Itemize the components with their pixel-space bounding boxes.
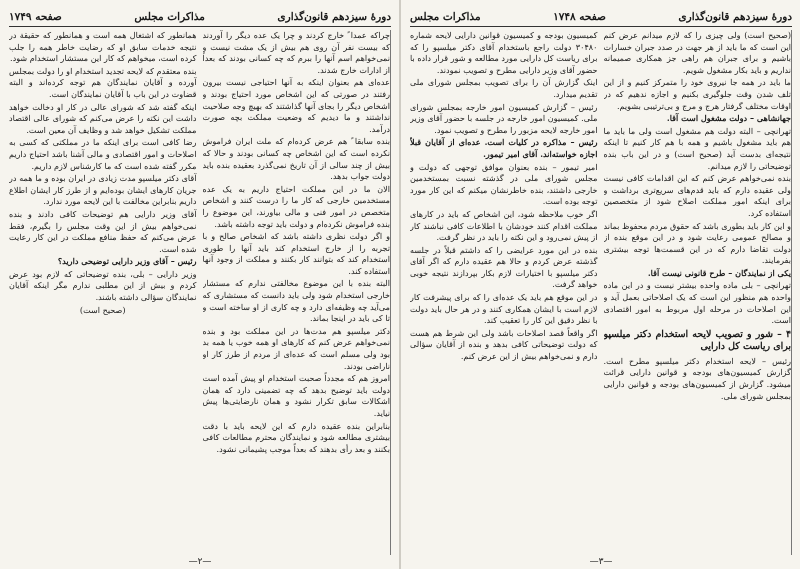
paragraph: اینک گزارش آن را برای تصویب بمجلس شورای ملی تقدیم میدارد. [410,77,598,99]
left-header-volume: دورهٔ سیزدهم قانون‌گذاری [277,11,391,23]
left-header-title: مذاکرات مجلس [134,11,205,23]
paragraph: امروز هم که مجدداً صحبت استخدام او پیش آمده است دولت باید توضیح بدهد که چه تضمینی دارد که همان اشکالات سابق تکرار نشود و همان نارضایتی‌ها پیش نیاید. [202,373,390,418]
right-page [404,0,798,569]
right-page-header [410,8,792,27]
speaker-line: رئیس – آقای وزیر دارایی توضیحی دارید؟ [57,256,197,267]
paragraph: رئیس – لایحه استخدام دکتر میلسپو مطرح است. گزارش کمیسیون‌های بودجه و قوانین دارایی قرائت میشود. گزارش از کمیسیون‌های بودجه و قوانین دارایی بمجلس شورای ملی. [603,355,791,401]
paragraph: آقای دکتر میلسپو مدت زیادی در ایران بوده و ما همه در جریان کارهای ایشان بوده‌ایم و از طرز کار ایشان اطلاع داریم بنابراین مخالفت با این لایحه مورد ندارد. [9,173,197,207]
paragraph: اینکه گفته شد که شورای عالی در کار او دخالت خواهد داشت این نکته را عرض می‌کنم که شورای عالی اقتصاد مملکت تشکیل خواهد شد و وظایف آن معین است. [9,101,197,135]
paragraph: و این کار باید بطوری باشد که حقوق مردم محفوظ بماند و مصالح عمومی رعایت شود و در این موقع بنده از دولت تقاضا دارم که در این قسمت‌ها توجه بیشتری بفرمایند. [603,220,791,266]
paragraph: بنابراین بنده عقیده دارم که این لایحه باید با دقت بیشتری مطالعه شود و نمایندگان محترم مطالعات کافی بکنند و بعد رأی بدهند که بعداً موجب پشیمانی نشود. [202,420,390,454]
paragraph: همانطور که اشتغال همه است و همانطور که حقیقة در نتیجه خدمات سابق او که رضایت خاطر همه را جلب کرده است، میخواهم که کار این مستشار استخدام شود. [9,30,197,64]
left-page-col-right [203,30,392,555]
paragraph: البته بنده با این موضوع مخالفتی ندارم که مستشار خارجی استخدام شود ولی باید دانست که مستشاری که می‌آید چه وظیفه‌ای دارد و چه کاری از او ساخته است و تا کی باید در اینجا بماند. [202,278,390,324]
paragraph: دکتر میلسپو هم مدت‌ها در این مملکت بود و بنده نمی‌خواهم عرض کنم که کارهای او همه خوب یا همه بد بود ولی مسلم است که عده‌ای از مردم از طرز کار او ناراضی بودند. [202,325,390,371]
right-page-col-right [604,30,793,555]
paragraph: تهرانچی – البته دولت هم مشغول است ولی ما باید ما هم باید مشغول باشیم و همه با هم کار کنیم تا اینکه نتیجه‌ای بدست آید (صحیح است) و در این باب بنده توضیحاتی را لازم میدانم. [603,125,791,171]
paragraph: اگر خوب ملاحظه شود، این اشخاص که باید در کارهای مملکت اقدام کنند خودشان با اطلاعات کافی نباشند کار از پیش نمی‌رود و این نکته را باید در نظر گرفت. [410,208,598,243]
speaker-line: رئیس – مذاکره در کلیات است. عده‌ای از آقایان قبلاً اجازه خواسته‌اند. آقای امیر تیمور. [410,137,598,159]
paragraph: تهرانچی – بلی ماده واحده بیشتر نیست و در این ماده واحده هم منظور این است که یک اصلاحاتی بعمل آید و این اصلاحات در مرحله اول مربوط به امور اقتصادی است. [603,280,791,326]
paragraph: بنده سابقا ً هم عرض کرده‌ام که ملت ایران فراموش نکرده است که این اشخاص چه کسانی بودند و حالا که بیش از چند سالی از آن تاریخ نمی‌گذرد بعقیده بنده باید دولت جواب بدهد. [202,136,390,182]
left-page-header [9,8,391,27]
paragraph: الان ما در این مملکت احتیاج داریم به یک عده مستخدمین خارجی که کار ما را درست کنند و اشخاص متخصص در امور فنی و مالی بیاورند، این موضوع را بنده فراموش نکرده‌ام و دولت باید توجه داشته باشد. [202,183,390,229]
paragraph: و اگر دولت نظری داشته باشد که اشخاص صالح و با تجربه را از خارج استخدام کند باید آنها را طوری استخدام کند که بتوانند کار بکنند و مملکت از وجود آنها استفاده کند. [202,231,390,276]
paragraph: در این موقع هم باید یک عده‌ای را که برای پیشرفت کار لازم است با ایشان همکاری کنند و در هر حال باید دولت با نظر دقیق این کار را تعقیب کند. [410,292,598,326]
book-gutter [399,0,401,569]
paragraph: اگر واقعاً قصد اصلاحات باشد ولی این شرط هم هست که دولت توضیحاتی کافی بدهد و بنده از آقایان سؤالی دارم و نمی‌خواهم بیش از این عرض کنم. [410,327,598,362]
right-header-page: صفحه ۱۷۴۸ [553,11,606,23]
paragraph: چراکه عمدا ً خارج کردند و چرا یک عده دیگر را آوردند که بیست نفر آن روی هم بیش از یک مشت نیست و نمی‌خواهم اسم آنها را ببرم که چه کسانی بودند که بعداً از ادارات خارج شدند. [202,30,390,75]
paragraph: رضا کافی است برای اینکه ما در مملکتی که کسی به اصلاحات و امور اقتصادی و مالی آشنا باشد احتیاج داریم مکرر گفته شده است که ما کارشناس لازم داریم. [9,137,197,171]
paragraph: عده‌ای هم بعنوان اینکه به آنها احتیاجی نیست بیرون رفتند در صورتی که این اشخاص مورد احتیاج بودند و اشخاص دیگر را بجای آنها گذاشتند که بهیچ وجه صلاحیت نداشتند و ما دیدیم که وضعیت مملکت بچه صورت درآمد. [202,77,390,134]
left-page-col-left [9,30,197,555]
paragraph: وزیر دارایی – بلی، بنده توضیحاتی که لازم بود عرض کردم و بیش از این مطلبی ندارم مگر اینکه آقایان نمایندگان سؤالی داشته باشند. [9,268,197,303]
paragraph: کمیسیون بودجه و کمیسیون قوانین دارایی لایحه شماره ۳۰۴۸۰ دولت راجع باستخدام آقای دکتر میلسپو را که برای ریاست کل دارایی مورد مطالعه و شور قرار داده با حضور آقای وزیر دارایی مطرح و تصویب نمودند. [410,30,598,75]
paragraph: بنده معتقدم که لایحه تجدید استخدام او را دولت بمجلس آورده و آقایان نمایندگان هم توجه کرده‌اند و البته قضاوت در این باب با آقایان نمایندگان است. [9,65,197,99]
left-page [3,0,397,569]
right-page-col-left [410,30,598,555]
paragraph: بنده در این مورد عرایضی را که داشتم قبلاً در جلسه گذشته عرض کردم و حالا هم عقیده دارم که اگر آقای دکتر میلسپو با اختیارات لازم بکار بپردازند نتیجه خوبی خواهد گرفت. [410,244,598,290]
paragraph: رئیس – گزارش کمیسیون امور خارجه بمجلس شورای ملی. کمیسیون امور خارجه در جلسه با حضور آقای وزیر امور خارجه لایحه مزبور را مطرح و تصویب نمود. [410,101,598,135]
paragraph: (صحیح است) ولی چیزی را که لازم میدانم عرض کنم این است که ما باید از هر جهت در صدد جبران خسارات باشیم و برای جبران هم راهی جز همکاری صمیمانه نداریم و باید بکار مشغول شویم. [603,30,791,75]
right-page-columns [410,30,792,555]
paragraph: آقای وزیر دارایی هم توضیحات کافی دادند و بنده نمی‌خواهم بیش از این وقت مجلس را بگیرم، فقط عرض می‌کنم که حفظ منافع مملکت در این کار رعایت شده است. [9,208,197,254]
speaker-line: جهانشاهی – دولت مشغول است آقا. [666,113,791,124]
paragraph: (صحیح است) [79,304,126,315]
paragraph: امیر تیمور – بنده بعنوان موافق توجهی که دولت و مجلس شورای ملی در گذشته نسبت بمستخدمین خارجی داشتند، بنده خاطرنشان میکنم که این کار مورد توجه بوده است. [410,161,598,207]
left-header-page: صفحه ۱۷۴۹ [9,11,62,23]
section-heading: ۴ – شور و تصویب لایحه استخدام دکتر میلسپو برای ریاست کل دارایی [603,328,791,352]
paragraph: ما باید در همه جا نیروی خود را متمرکز کنیم و از این تلف شدن وقت جلوگیری بکنیم و اجازه ندهیم که در اوقات مختلف گرفتار هرج و مرج و بی‌ترتیبی بشویم. [603,77,791,111]
right-header-volume: دورهٔ سیزدهم قانون‌گذاری [678,11,792,23]
paragraph: بنده نمی‌خواهم عرض کنم که این اقدامات کافی نیست ولی عقیده دارم که باید قدم‌های سریع‌تری برداشت و برای اینکه امور مملکت اصلاح شود از متخصصین استفاده کرد. [603,173,791,218]
speaker-line: یکی از نمایندگان – طرح قانونی نیست آقا. [647,267,791,278]
right-header-title: مذاکرات مجلس [410,11,481,23]
left-page-number: —۲— [188,557,212,567]
right-page-number: —۳— [589,557,613,567]
left-page-columns [9,30,391,555]
